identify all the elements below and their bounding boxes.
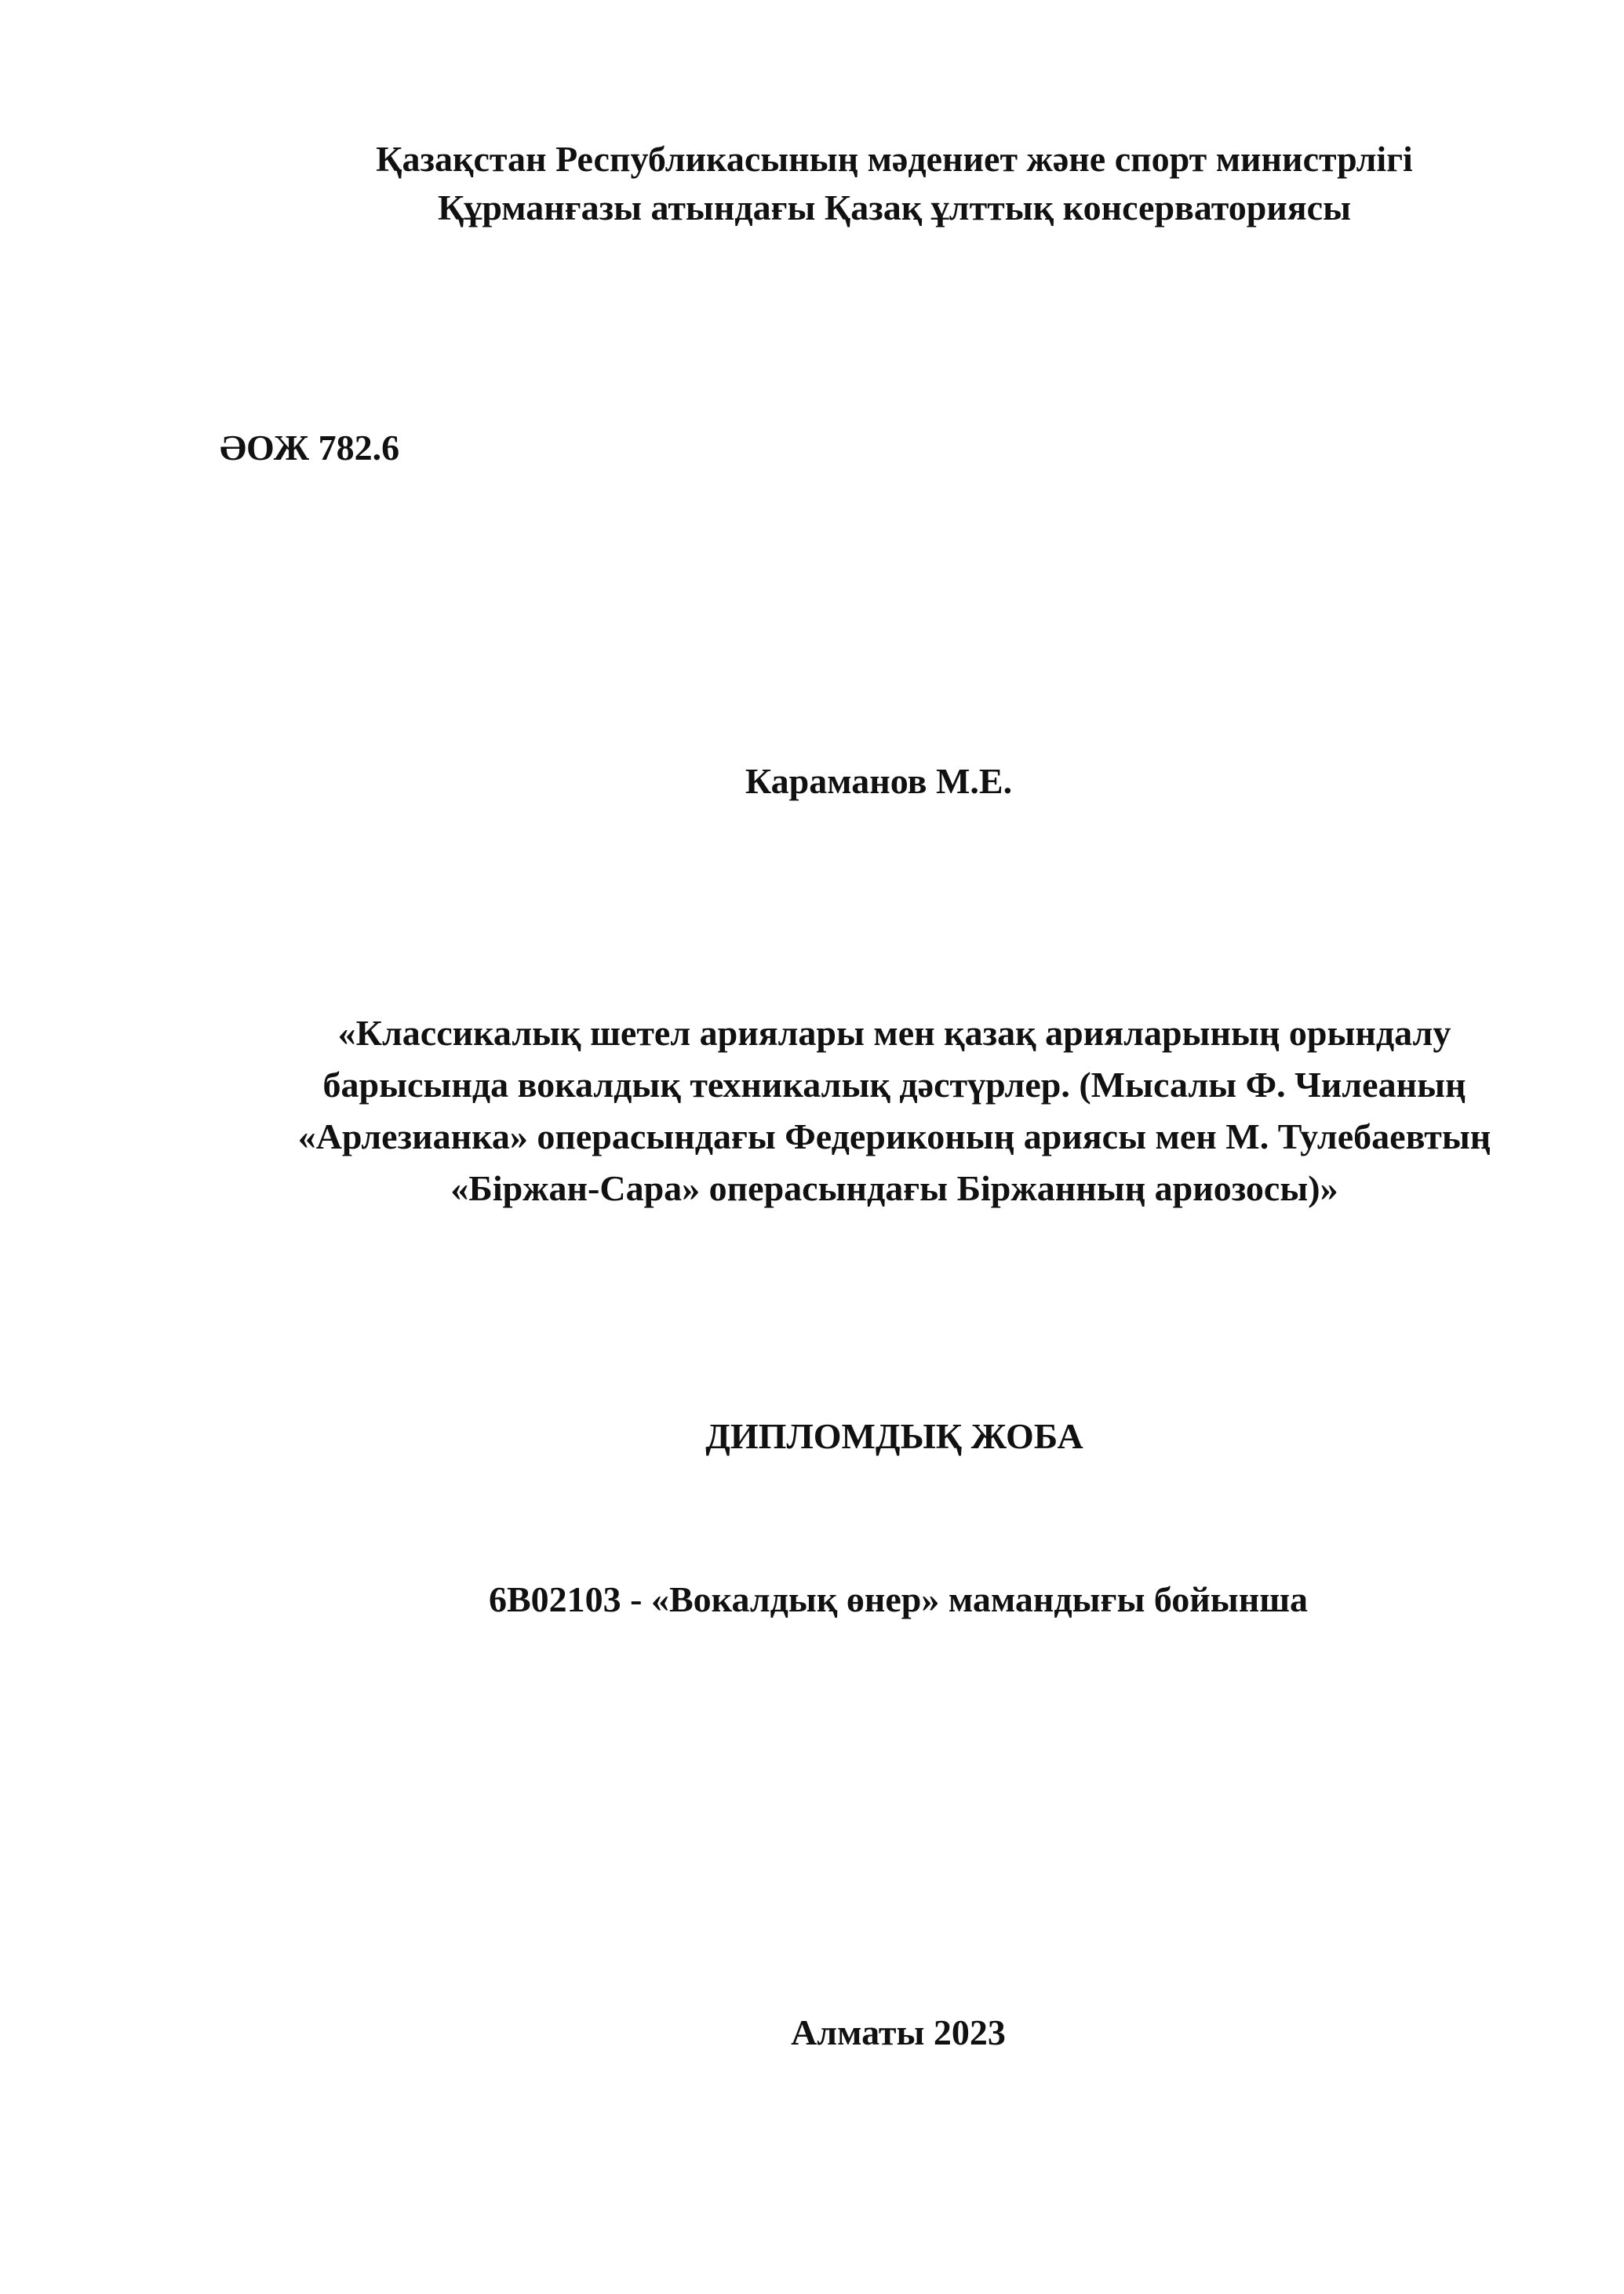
thesis-title-line: «Классикалық шетел ариялары мен қазақ арияларының орындалу [337,1013,1451,1053]
document-type: ДИПЛОМДЫҚ ЖОБА [705,1416,1083,1456]
ministry-heading: Қазақстан Республикасының мәдениет және спорт министрлігі [376,139,1413,179]
conservatory-heading: Құрманғазы атындағы Қазақ ұлттық консерваториясы [437,188,1352,228]
thesis-title-line: «Біржан-Сара» операсындағы Біржанның ариозосы)» [450,1168,1338,1208]
thesis-title-line: «Арлезианка» операсындағы Федериконың ариясы мен М. Тулебаевтың [297,1116,1491,1156]
udc-code: ӘОЖ 782.6 [220,428,400,468]
thesis-title-line: барысында вокалдық техникалық дәстүрлер. (Мысалы Ф. Чилеаның [322,1065,1466,1105]
author-name: Караманов М.Е. [745,761,1013,801]
specialty-line: 6B02103 - «Вокалдық өнер» мамандығы бойынша [488,1579,1309,1619]
city-year: Алматы 2023 [791,2012,1006,2052]
